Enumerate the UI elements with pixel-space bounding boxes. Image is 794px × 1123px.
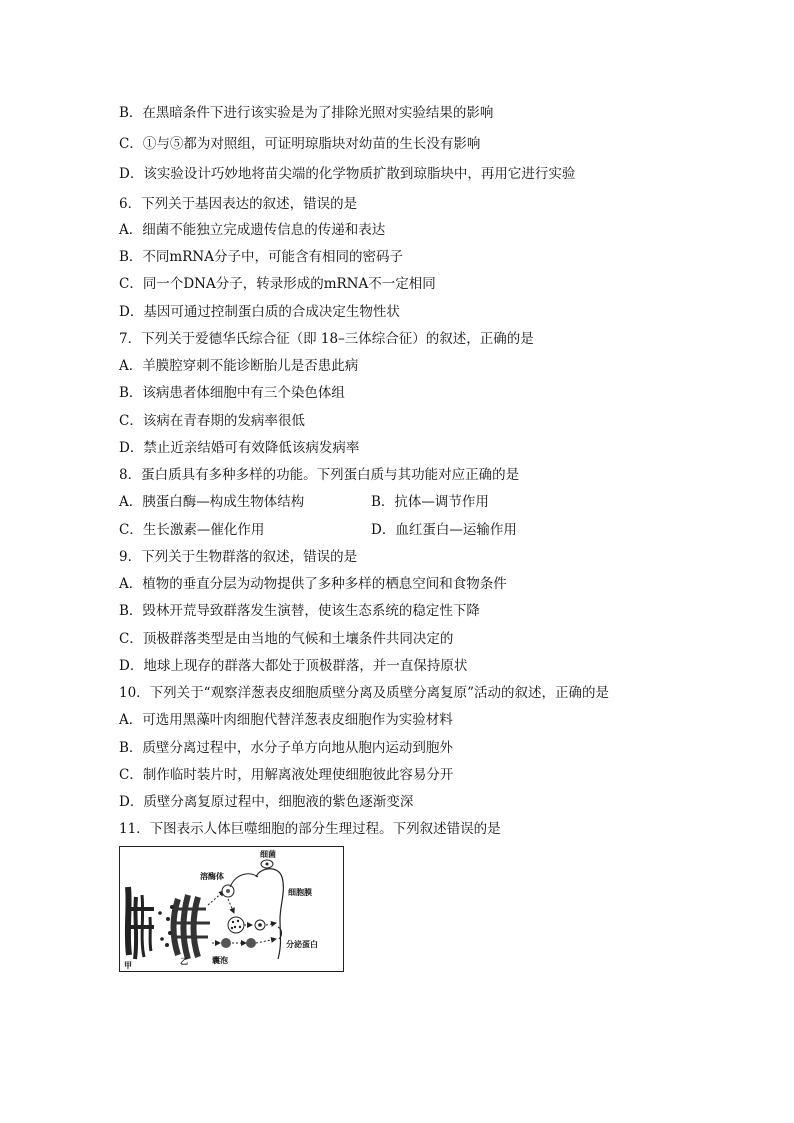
q6-option-d: D．基因可通过控制蛋白质的合成决定生物性状 <box>119 304 400 320</box>
q8-option-b: B．抗体—调节作用 <box>371 494 489 510</box>
q7-option-d: D．禁止近亲结婚可有效降低该病发病率 <box>119 440 360 456</box>
label-secreted-protein: 分泌蛋白 <box>286 939 318 949</box>
q6-option-a: A．细菌不能独立完成遗传信息的传递和表达 <box>119 222 386 238</box>
label-membrane: 细胞膜 <box>288 887 312 897</box>
q9-option-a: A．植物的垂直分层为动物提供了多种多样的栖息空间和食物条件 <box>119 576 507 592</box>
q9-option-c: C．顶极群落类型是由当地的气候和土壤条件共同决定的 <box>119 631 454 647</box>
vesicle-dot-2 <box>246 938 256 948</box>
q10-option-d: D．质壁分离复原过程中，细胞液的紫色逐渐变深 <box>119 794 414 810</box>
q7-option-b: B．该病患者体细胞中有三个染色体组 <box>119 385 345 401</box>
q6-stem: 6．下列关于基因表达的叙述，错误的是 <box>119 196 358 212</box>
er-structure-jia <box>128 887 154 959</box>
q7-option-c: C．该病在青春期的发病率很低 <box>119 413 305 429</box>
q6-option-c: C．同一个DNA分子，转录形成的mRNA不一定相同 <box>119 276 436 292</box>
label-lysosome: 溶酶体 <box>200 871 224 881</box>
q10-option-b: B．质壁分离过程中，水分子单方向地从胞内运动到胞外 <box>119 740 453 756</box>
q5-option-c: C．①与⑤都为对照组，可证明琼脂块对幼苗的生长没有影响 <box>119 136 481 152</box>
q5-option-d: D．该实验设计巧妙地将苗尖端的化学物质扩散到琼脂块中，再用它进行实验 <box>119 166 576 182</box>
q8-stem: 8．蛋白质具有多种多样的功能。下列蛋白质与其功能对应正确的是 <box>119 467 520 483</box>
bacterium-shape <box>261 860 273 868</box>
cell-membrane-line <box>256 869 283 959</box>
q11-stem: 11．下图表示人体巨噬细胞的部分生理过程。下列叙述错误的是 <box>119 821 501 837</box>
label-jia: 甲 <box>124 960 132 970</box>
q5-option-b: B．在黑暗条件下进行该实验是为了排除光照对实验结果的影响 <box>119 105 494 121</box>
q9-stem: 9．下列关于生物群落的叙述，错误的是 <box>119 549 358 565</box>
phagosome-shape <box>228 917 244 933</box>
q9-option-d: D．地球上现存的群落大都处于顶极群落，并一直保持原状 <box>119 658 468 674</box>
q10-stem: 10．下列关于“观察洋葱表皮细胞质壁分离及质壁分离复原”活动的叙述，正确的是 <box>119 685 609 701</box>
label-bacteria: 细菌 <box>260 849 276 859</box>
golgi-structure-yi <box>158 895 210 959</box>
macrophage-diagram <box>119 846 344 972</box>
q10-option-c: C．制作临时装片时，用解离液处理使细胞彼此容易分开 <box>119 767 454 783</box>
transport-arrows <box>208 891 276 943</box>
q8-option-c: C．生长激素—催化作用 <box>119 522 265 538</box>
q9-option-b: B．毁林开荒导致群落发生演替，使该生态系统的稳定性下降 <box>119 603 480 619</box>
macrophage-diagram-svg <box>120 847 345 973</box>
q7-stem: 7．下列关于爱德华氏综合征（即 18–三体综合征）的叙述，正确的是 <box>119 331 534 347</box>
label-yi: 乙 <box>180 956 188 966</box>
q7-option-a: A．羊膜腔穿刺不能诊断胎儿是否患此病 <box>119 358 359 374</box>
q10-option-a: A．可选用黑藻叶肉细胞代替洋葱表皮细胞作为实验材料 <box>119 712 453 728</box>
label-vesicle: 囊泡 <box>212 955 228 965</box>
vesicle-dot-1 <box>221 938 231 948</box>
q8-option-a: A．胰蛋白酶—构成生物体结构 <box>119 494 305 510</box>
q6-option-b: B．不同mRNA分子中，可能含有相同的密码子 <box>119 249 403 265</box>
q8-option-d: D．血红蛋白—运输作用 <box>371 522 517 538</box>
